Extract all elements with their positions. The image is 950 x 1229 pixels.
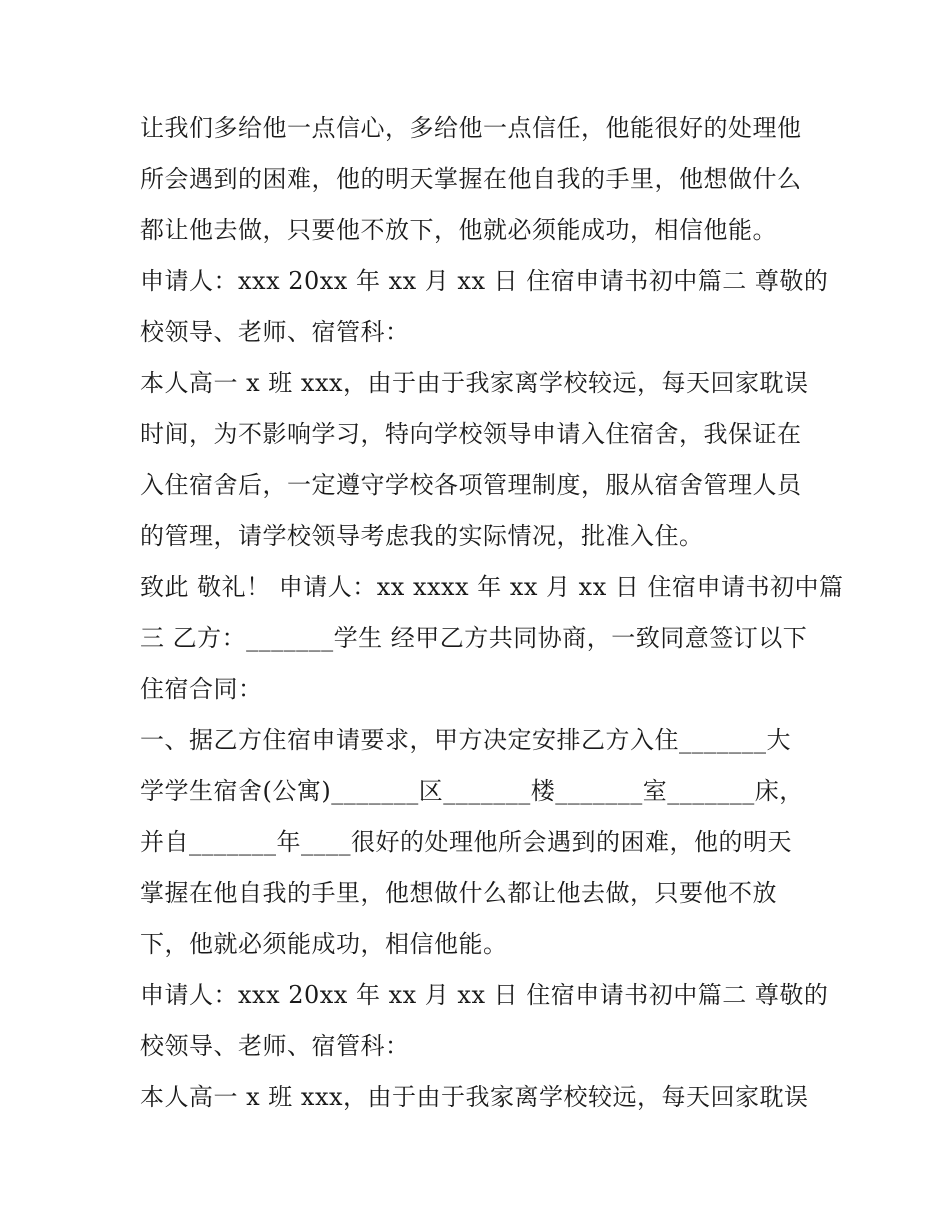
text-line: 一、据乙方住宿申请要求，甲方决定安排乙方入住_______大 (140, 726, 791, 754)
text-line: 所会遇到的困难，他的明天掌握在他自我的手里，他想做什么 (140, 165, 802, 193)
text-line: 入住宿舍后，一定遵守学校各项管理制度，服从宿舍管理人员 (140, 471, 802, 499)
text-line: 本人高一 x 班 xxx，由于由于我家离学校较远，每天回家耽误 (140, 369, 809, 397)
text-line: 的管理，请学校领导考虑我的实际情况，批准入住。 (140, 522, 704, 550)
text-line: 学学生宿舍(公寓)_______区_______楼_______室_______床， (140, 777, 804, 805)
text-line: 致此 敬礼！ 申请人：xx xxxx 年 xx 月 xx 日 住宿申请书初中篇 (140, 573, 844, 601)
text-line: 下，他就必须能成功，相信他能。 (140, 930, 508, 958)
text-line: 时间，为不影响学习，特向学校领导申请入住宿舍，我保证在 (140, 420, 802, 448)
text-line: 并自_______年____很好的处理他所会遇到的困难，他的明天 (140, 828, 792, 856)
text-line: 三 乙方：_______学生 经甲乙方共同协商，一致同意签订以下 (140, 624, 808, 652)
text-line: 都让他去做，只要他不放下，他就必须能成功，相信他能。 (140, 216, 777, 244)
text-line: 校领导、老师、宿管科： (140, 1032, 410, 1060)
text-line: 校领导、老师、宿管科： (140, 318, 410, 346)
text-line: 掌握在他自我的手里，他想做什么都让他去做，只要他不放 (140, 879, 777, 907)
document-body (140, 103, 844, 1123)
text-line: 住宿合同： (140, 675, 263, 703)
text-line: 申请人：xxx 20xx 年 xx 月 xx 日 住宿申请书初中篇二 尊敬的 (140, 981, 829, 1009)
text-line: 申请人：xxx 20xx 年 xx 月 xx 日 住宿申请书初中篇二 尊敬的 (140, 267, 829, 295)
text-line: 让我们多给他一点信心，多给他一点信任，他能很好的处理他 (140, 114, 802, 142)
text-line: 本人高一 x 班 xxx，由于由于我家离学校较远，每天回家耽误 (140, 1083, 809, 1111)
